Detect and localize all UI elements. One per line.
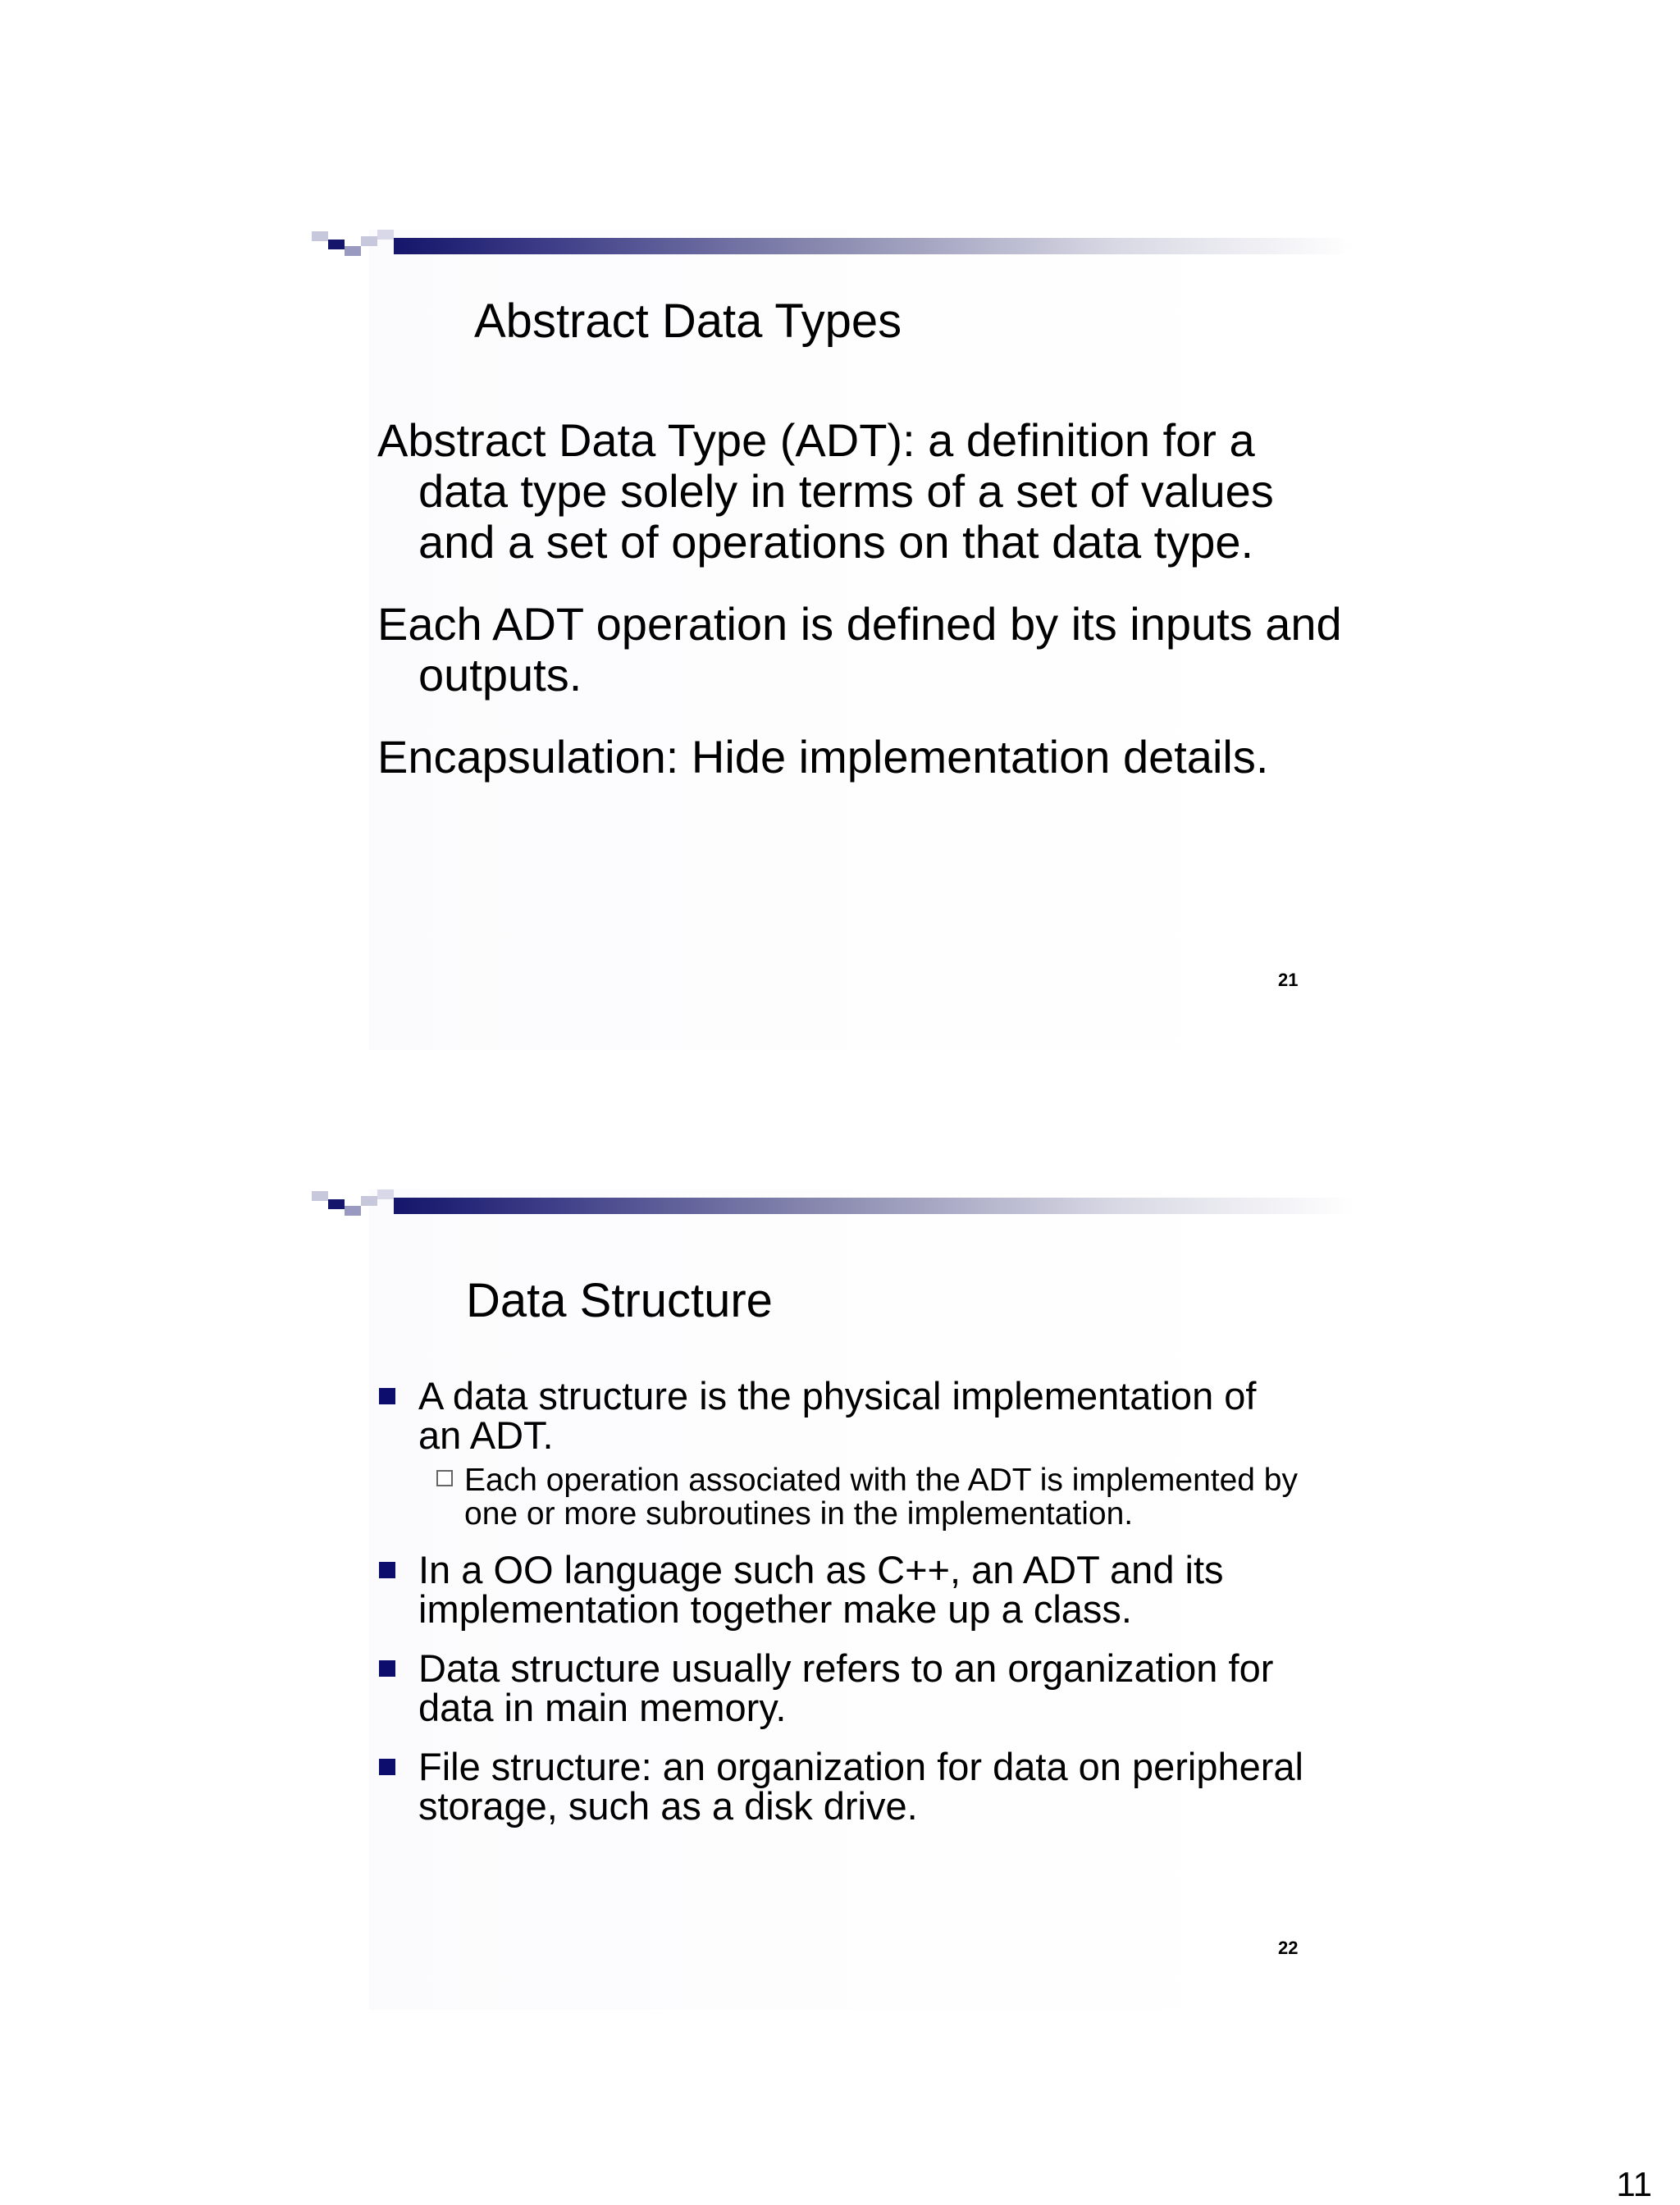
bullet-list: [377, 1376, 1304, 1846]
slide-21: [312, 230, 1354, 1050]
decor-square: [345, 246, 361, 256]
bullet-text: Data structure usually refers to an organization for data in main memory.: [418, 1646, 1274, 1729]
decor-square: [328, 1199, 345, 1209]
decor-square: [312, 231, 328, 241]
slide-title: Data Structure: [466, 1274, 773, 1327]
sub-bullet-item: [418, 1463, 1304, 1531]
header-gradient: [394, 238, 1354, 254]
decor-square: [377, 230, 394, 240]
hollow-square-bullet-icon: [436, 1470, 453, 1486]
decor-square: [361, 1196, 377, 1206]
sub-bullet-text: Each operation associated with the ADT is implemented by one or more subroutines in the implementation.: [464, 1463, 1298, 1532]
square-bullet-icon: [379, 1562, 395, 1578]
page-number: 11: [1616, 2165, 1652, 2203]
bullet-item: [377, 1376, 1304, 1531]
paragraph: Each ADT operation is defined by its inputs and outputs.: [377, 598, 1342, 701]
decor-square: [377, 1189, 394, 1199]
square-bullet-icon: [379, 1759, 395, 1775]
slide-title: Abstract Data Types: [474, 294, 902, 348]
bullet-item: [377, 1747, 1304, 1826]
bullet-text: File structure: an organization for data on peripheral storage, such as a disk drive.: [418, 1745, 1304, 1828]
decor-square: [312, 1191, 328, 1201]
paragraph: Encapsulation: Hide implementation details.: [377, 731, 1269, 783]
bullet-item: [377, 1550, 1304, 1629]
decor-square: [345, 1206, 361, 1216]
slide-header-bar: [312, 1189, 1354, 1222]
square-bullet-icon: [379, 1660, 395, 1677]
paragraph: Abstract Data Type (ADT): a definition for a data type solely in terms of a set of values and a set of operations on that data type.: [377, 414, 1274, 568]
bullet-item: [377, 1646, 1304, 1729]
bullet-text: A data structure is the physical implementation of an ADT.: [418, 1374, 1257, 1457]
decor-square: [361, 236, 377, 246]
slide-22: [312, 1189, 1354, 2010]
slide-header-bar: [312, 230, 1354, 262]
sub-bullet-list: [418, 1463, 1304, 1531]
header-gradient: [394, 1198, 1354, 1214]
square-bullet-icon: [379, 1388, 395, 1404]
bullet-text: In a OO language such as C++, an ADT and its implementation together make up a class.: [418, 1548, 1224, 1631]
slide-number: 21: [1278, 970, 1299, 990]
slide-number: 22: [1278, 1938, 1299, 1958]
decor-square: [328, 240, 345, 249]
